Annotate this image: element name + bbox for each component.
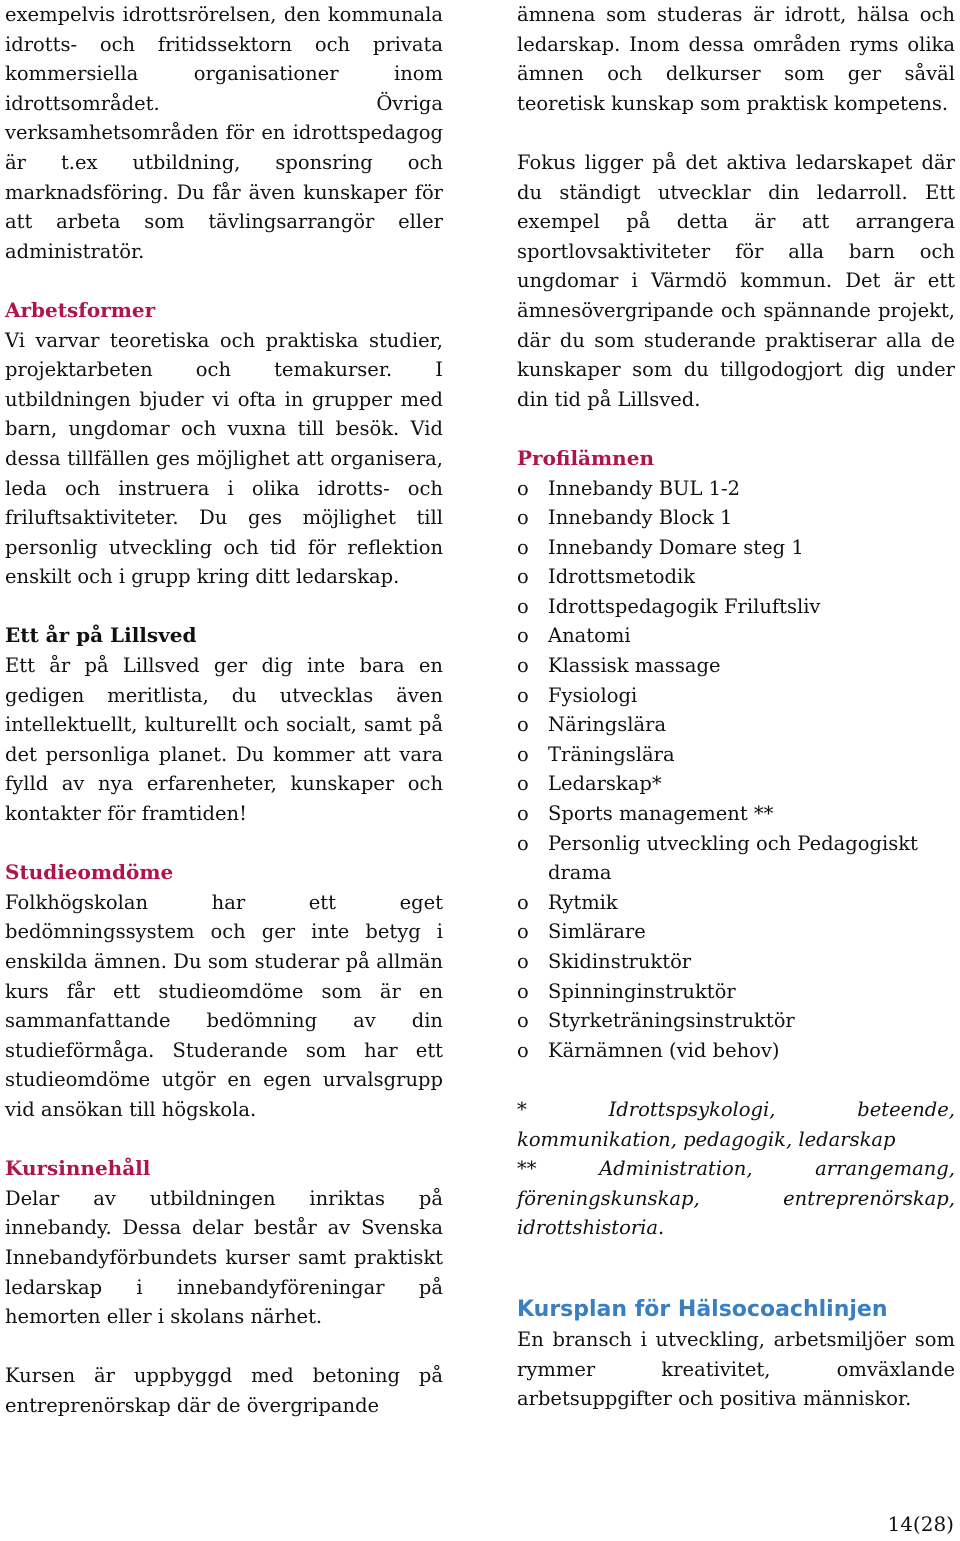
list-item-text: Personlig utveckling och Pedagogiskt drama (548, 831, 918, 885)
list-item-text: Simlärare (548, 920, 646, 944)
list-bullet: o (517, 506, 529, 530)
list-item (517, 503, 955, 533)
right-column (517, 0, 955, 1414)
list-item-text: Ledarskap* (548, 772, 662, 796)
profilamnen-list (517, 474, 955, 1066)
ett-ar-heading: Ett år på Lillsved (5, 623, 197, 648)
list-item-text: Fysiologi (548, 683, 638, 707)
list-item-text: Idrottspedagogik Friluftsliv (548, 594, 821, 618)
list-item (517, 829, 955, 888)
list-item (517, 474, 955, 504)
page-number: 14(28) (887, 1512, 954, 1536)
list-item-text: Skidinstruktör (548, 950, 692, 973)
list-item (517, 947, 955, 977)
list-bullet: o (517, 654, 529, 678)
list-item (517, 681, 955, 711)
list-item-text: Idrottsmetodik (548, 565, 696, 589)
list-bullet: o (517, 802, 529, 826)
list-bullet: o (517, 890, 529, 914)
list-item (517, 769, 955, 799)
list-bullet: o (517, 594, 529, 618)
list-item-text: Innebandy BUL 1-2 (548, 476, 741, 500)
list-item-text: Styrketräningsinstruktör (548, 1009, 795, 1033)
list-item (517, 651, 955, 681)
list-item (517, 799, 955, 829)
footnote-1: * Idrottspsykologi, beteende, kommunikation, pedagogik, ledarskap (517, 1097, 955, 1151)
list-bullet: o (517, 683, 529, 707)
list-item-text: Träningslära (548, 742, 675, 766)
list-item-text: Innebandy Domare steg 1 (548, 535, 804, 559)
list-item-text: Sports management ** (548, 802, 774, 826)
list-bullet: o (517, 624, 529, 648)
list-item (517, 977, 955, 1007)
list-item (517, 710, 955, 740)
list-bullet: o (517, 535, 529, 559)
halsocoach-text: En bransch i utveckling, arbetsmiljöer som rymmer kreativitet, omväxlande arbetsuppgifter och positiva människor. (517, 1327, 955, 1411)
list-item (517, 1036, 955, 1066)
list-item (517, 740, 955, 770)
continued-paragraph: ämnena som studeras är idrott, hälsa och ledarskap. Inom dessa områden ryms olika ämnen och delkurser som ger såväl teoretisk kunskap som praktisk kompetens. (517, 3, 955, 115)
list-item (517, 533, 955, 563)
list-item (517, 562, 955, 592)
list-item-text: Anatomi (548, 624, 631, 648)
studieomdome-text: Folkhögskolan har ett eget bedömningssystem och ger inte betyg i enskilda ämnen. Du som studerar på allmän kurs får ett studieomdöme som är en sammanfattande bedömning av din studieförmåga. Studerande som har ett studieomdöme utgör en egen urvalsgrupp vid ansökan till högskola. (5, 890, 443, 1121)
list-item-text: Rytmik (548, 890, 618, 914)
profilamnen-heading: Profilämnen (517, 445, 654, 470)
left-column (5, 0, 443, 1421)
fokus-paragraph: Fokus ligger på det aktiva ledarskapet där du ständigt utvecklar din ledarroll. Ett exempel på detta är att arrangera sportlovsaktiviteter för alla barn och ungdomar i Värmdö kommun. Det är ett ämnesövergripande och spännande projekt, där du som studerande praktiserar alla de kunskaper som du tillgodogjort dig under din tid på Lillsved. (517, 150, 955, 411)
list-item-text: Spinninginstruktör (548, 979, 736, 1003)
list-bullet: o (517, 950, 529, 973)
list-item-text: Näringslära (548, 713, 667, 737)
kursinnehall-text: Delar av utbildningen inriktas på innebandy. Dessa delar består av Svenska Innebandyförbundets kurser samt praktiskt ledarskap i innebandyföreningar på hemorten eller i skolans närhet. (5, 1186, 443, 1329)
list-bullet: o (517, 1009, 529, 1033)
list-item-text: Innebandy Block 1 (548, 506, 733, 530)
list-item (517, 888, 955, 918)
list-item (517, 621, 955, 651)
list-bullet: o (517, 565, 529, 589)
list-item (517, 917, 955, 947)
kursinnehall-text-2: Kursen är uppbyggd med betoning på entreprenörskap där de övergripande (5, 1364, 443, 1417)
kursinnehall-heading: Kursinnehåll (5, 1156, 151, 1181)
studieomdome-heading: Studieomdöme (5, 860, 174, 885)
list-bullet: o (517, 920, 529, 944)
list-item (517, 592, 955, 622)
footnote-2: ** Administration, arrangemang, föreningskunskap, entreprenörskap, idrottshistoria. (517, 1157, 955, 1240)
intro-paragraph: exempelvis idrottsrörelsen, den kommunala idrotts- och fritidssektorn och privata kommersiella organisationer inom idrottsområdet. Övriga verksamhetsområden för en idrottspedagog är t.ex utbildning, sponsring och marknadsföring. Du får även kunskaper för att arbeta som tävlingsarrangör eller administratör. (5, 3, 443, 263)
halsocoach-heading: Kursplan för Hälsocoachlinjen (517, 1296, 888, 1322)
list-item (517, 1006, 955, 1036)
list-bullet: o (517, 1038, 529, 1062)
list-bullet: o (517, 772, 529, 796)
list-item-text: Kärnämnen (vid behov) (548, 1038, 780, 1062)
arbetsformer-text: Vi varvar teoretiska och praktiska studier, projektarbeten och temakurser. I utbildningen bjuder vi ofta in grupper med barn, ungdomar och vuxna till besök. Vid dessa tillfällen ges möjlighet att organisera, leda och instruera i olika idrotts- och friluftsaktiviteter. Du ges möjlighet till personlig utveckling och tid för reflektion enskilt och i grupp kring ditt ledarskap. (5, 328, 443, 589)
list-bullet: o (517, 979, 529, 1003)
list-bullet: o (517, 742, 529, 766)
list-item-text: Klassisk massage (548, 654, 721, 678)
list-bullet: o (517, 476, 529, 500)
arbetsformer-heading: Arbetsformer (5, 297, 156, 322)
list-bullet: o (517, 713, 529, 737)
ett-ar-text: Ett år på Lillsved ger dig inte bara en gedigen meritlista, du utvecklas även intellektuellt, kulturellt och socialt, samt på det personliga planet. Du kommer att vara fylld av nya erfarenheter, kunskaper och kontakter för framtiden! (5, 654, 443, 826)
list-bullet: o (517, 831, 529, 855)
